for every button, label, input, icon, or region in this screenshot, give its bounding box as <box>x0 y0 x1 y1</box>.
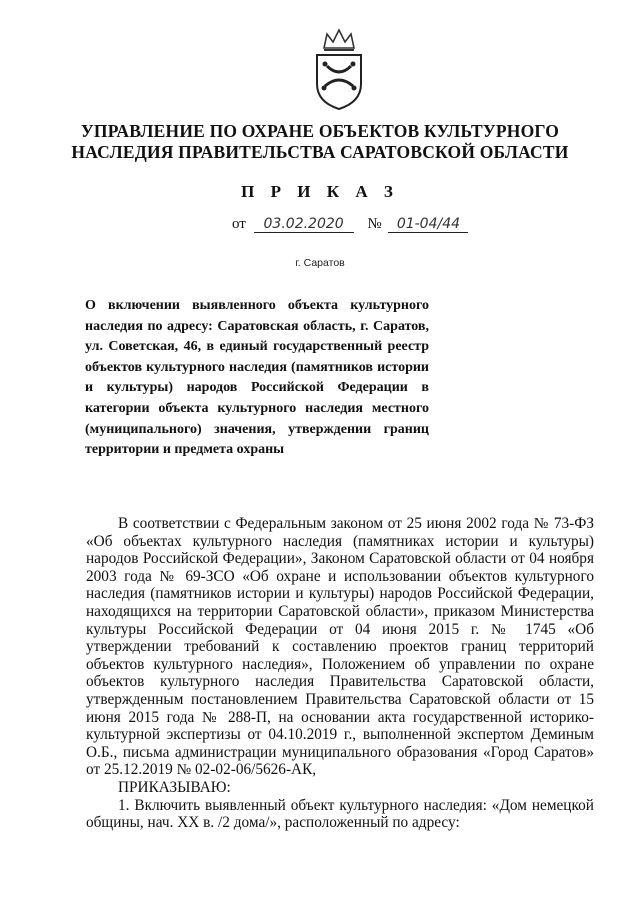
order-body <box>86 515 594 832</box>
date-prefix: от <box>232 216 246 232</box>
saratov-coat-of-arms-icon <box>312 28 366 112</box>
order-date-number-line <box>232 216 468 233</box>
place-of-issue: г. Саратов <box>295 257 345 269</box>
order-title: П Р И К А З <box>241 182 399 201</box>
decree-word: ПРИКАЗЫВАЮ: <box>118 778 231 796</box>
agency-name-line-1: УПРАВЛЕНИЕ ПО ОХРАНЕ ОБЪЕКТОВ КУЛЬТУРНОГО <box>80 121 560 141</box>
order-date-handwritten: 03.02.2020 <box>254 216 354 233</box>
agency-name <box>60 121 580 163</box>
number-prefix: № <box>367 216 382 232</box>
order-subject: О включении выявленного объекта культурного наследия по адресу: Саратовская область, г. Саратов, ул. Советская, 46, в единый государственный реестр объектов культурного наследия (памятников истории и культуры) народов Российской Федерации в категории объекта культурного наследия местного (муниципального) значения, утверждении границ территории и предмета охраны <box>85 298 429 458</box>
agency-name-line-2: НАСЛЕДИЯ ПРАВИТЕЛЬСТВА САРАТОВСКОЙ ОБЛАСТИ <box>71 142 569 162</box>
order-item-1: 1. Включить выявленный объект культурного наследия: «Дом немецкой общины, нач. XX в. /2 дома/», расположенный по адресу: <box>86 796 594 832</box>
preamble-paragraph: В соответствии с Федеральным законом от 25 июня 2002 года № 73-ФЗ «Об объектах культурного наследия (памятниках истории и культуры) народов Российской Федерации», Законом Саратовской области от 04 ноября 2003 года № 69-ЗСО «Об охране и использовании объектов культурного наследия (памятников истории и культуры) народов Российской Федерации, находящихся на территории Саратовской области», приказом Министерства культуры Российской Федерации от 04 июня 2015 г. № 1745 «Об утверждении требований к составлению проектов границ территорий объектов культурного наследия», Положением об управлении по охране объектов культурного наследия Правительства Саратовской области, утвержденным постановлением Правительства Саратовской области от 15 июня 2015 года № 288-П, на основании акта государственной историко-культурной экспертизы от 04.10.2019 г., выполненной экспертом Деминым О.Б., письма администрации муниципального образования «Город Саратов» от 25.12.2019 № 02-02-06/5626-АК, <box>86 515 594 779</box>
order-number-handwritten: 01-04/44 <box>388 216 468 233</box>
